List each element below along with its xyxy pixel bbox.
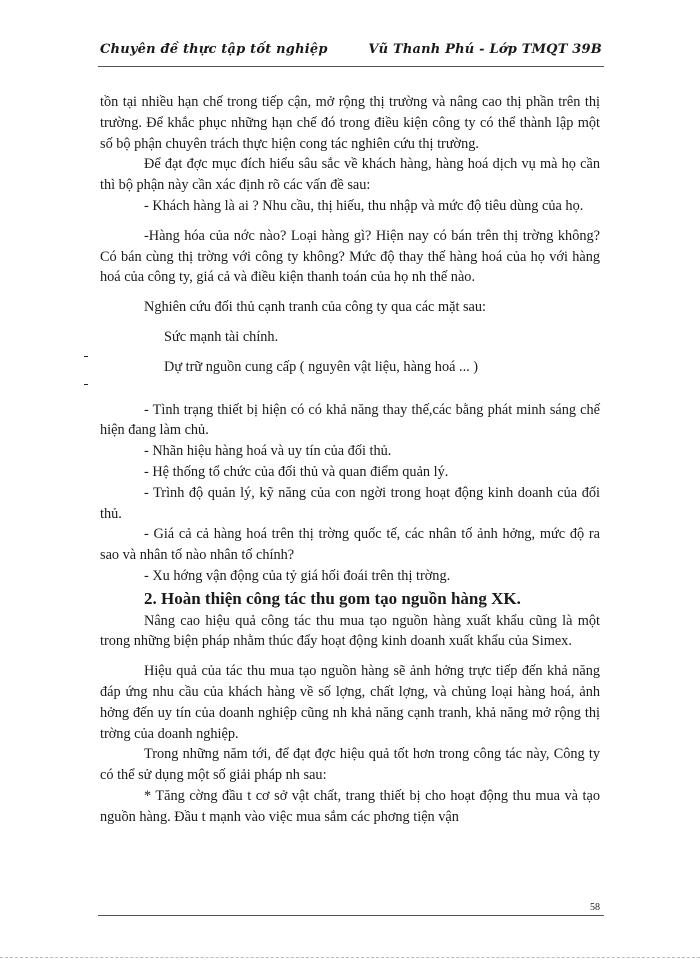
paragraph: tồn tại nhiều hạn chế trong tiếp cận, mở rộng thị trường và nâng cao thị phần trên thị trường. Để khắc phục những hạn chế đó trong điều kiện công ty có thể thành lập một số bộ phận chuyên trách thực hiện cong tác nghiên cứu thị trường.	[100, 94, 600, 152]
list-item: - Tình trạng thiết bị hiện có có khả năng thay thế,các bằng phát minh sáng chế hiện đang làm chủ.	[100, 401, 600, 439]
list-item: - Trình độ quản lý, kỹ năng của con ngời trong hoạt động kinh doanh của đối thủ.	[100, 484, 600, 522]
page-number: 58	[590, 902, 600, 913]
paragraph: -Hàng hóa của nớc nào? Loại hàng gì? Hiện nay có bán trên thị trờng không? Có bán cùng thị trờng với công ty không? Mức độ thay thế hàng hoá của họ với hàng hoá của công ty, giá cả và điều kiện thanh toán của họ nh thế nào.	[100, 227, 600, 286]
list-item: Sức mạnh tài chính.	[164, 328, 279, 345]
paragraph: Nâng cao hiệu quả công tác thu mua tạo nguồn hàng xuất khẩu cũng là một trong những biện pháp nhằm thúc đẩy hoạt động kinh doanh xuất khẩu của Simex.	[100, 612, 600, 650]
list-item: - Nhãn hiệu hàng hoá và uy tín của đối thủ.	[144, 443, 392, 460]
list-item: - Hệ thống tổ chức của đối thủ và quan điểm quản lý.	[144, 463, 449, 480]
page-break-line	[0, 957, 700, 958]
paragraph: - Khách hàng là ai ? Nhu cầu, thị hiếu, thu nhập và mức độ tiêu dùng của họ.	[144, 197, 584, 214]
list-item: - Giá cả cả hàng hoá trên thị trờng quốc tế, các nhân tố ảnh hởng, mức độ ra sao và nhân tố nào nhân tố chính?	[100, 526, 600, 564]
paragraph: Trong những năm tới, để đạt đợc hiệu quả tốt hơn trong công tác này, Công ty có thể sử dụng một số giải pháp nh sau:	[100, 746, 600, 784]
page-header	[98, 38, 604, 67]
margin-mark	[84, 384, 88, 385]
margin-mark	[84, 356, 88, 357]
paragraph: Để đạt đợc mục đích hiểu sâu sắc về khách hàng, hàng hoá dịch vụ mà họ cần thì bộ phận này cần xác định rõ các vấn đề sau:	[100, 156, 600, 194]
section-heading: 2. Hoàn thiện công tác thu gom tạo nguồn hàng XK.	[144, 588, 521, 608]
footer-rule	[98, 915, 604, 916]
header-title: Chuyên đề thực tập tốt nghiệp	[100, 42, 328, 57]
header-author: Vũ Thanh Phú - Lớp TMQT 39B	[368, 42, 602, 57]
list-item: Dự trữ nguồn cung cấp ( nguyên vật liệu, hàng hoá ... )	[164, 358, 479, 375]
paragraph: Nghiên cứu đối thủ cạnh tranh của công ty qua các mặt sau:	[144, 299, 487, 316]
document-body	[100, 92, 600, 828]
list-item: - Xu hớng vận động của tỷ giá hối đoái trên thị trờng.	[144, 567, 451, 584]
paragraph: * Tăng cờng đầu t cơ sở vật chất, trang thiết bị cho hoạt động thu mua và tạo nguồn hàng. Đầu t mạnh vào việc mua sắm các phơng tiện vận	[100, 787, 600, 825]
paragraph: Hiệu quả của tác thu mua tạo nguồn hàng sẽ ảnh hởng trực tiếp đến khả năng đáp ứng nhu cầu của khách hàng về số lợng, chất lợng, và chủng loại hàng hoá, ảnh hởng đến uy tín của doanh nghiệp cũng nh khả năng cạnh tranh, khả năng mở rộng thị trờng của doanh nghiệp.	[100, 663, 600, 742]
